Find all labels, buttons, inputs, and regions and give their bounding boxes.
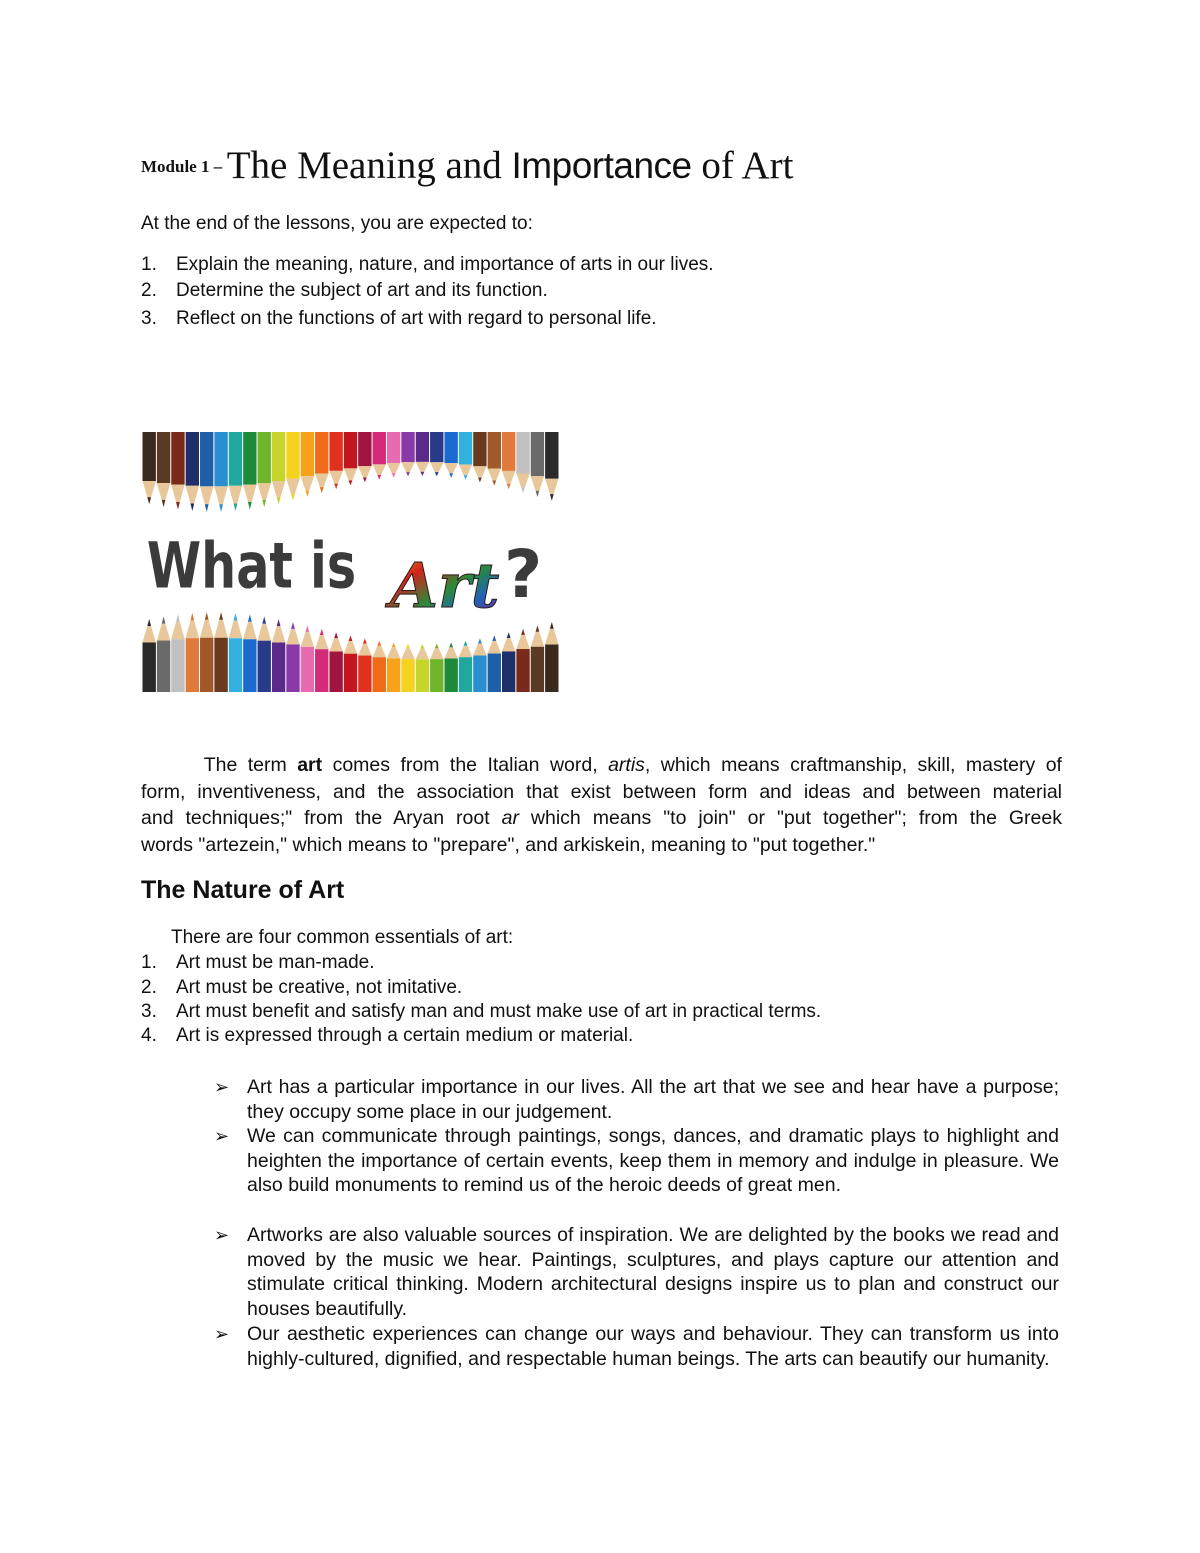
objective-text: Determine the subject of art and its function. [176, 280, 548, 301]
etymology-text: comes from the Italian word, [322, 754, 609, 776]
etymology-text: and techniques;" from the Aryan root [141, 807, 502, 829]
module-title-part2: Importance [511, 145, 692, 186]
module-title [141, 143, 793, 188]
essential-number: 1. [141, 952, 157, 973]
objective-number: 1. [141, 254, 157, 275]
objectives-intro: At the end of the lessons, you are expected to: [141, 213, 533, 234]
image-question-mark: ? [504, 536, 543, 613]
image-word-what-is: What is [146, 530, 357, 604]
etymology-text: The term [203, 754, 298, 776]
module-title-part3: of Art [691, 144, 794, 187]
etymology-line-1 [141, 752, 1062, 779]
etymology-text: which means "to join" or "put together"; from the Greek [518, 807, 1062, 829]
essential-number: 4. [141, 1025, 157, 1046]
arrow-bullet-icon: ➢ [214, 1126, 230, 1146]
etymology-paragraph [141, 752, 1062, 858]
nature-intro: There are four common essentials of art: [171, 927, 514, 948]
image-word-art: Art [390, 549, 500, 622]
importance-bullet: We can communicate through paintings, songs, dances, and dramatic plays to highlight and heighten the importance of certain events, keep them in memory and indulge in pleasure. We also build monuments to remind us of the heroic deeds of great men. [247, 1125, 1059, 1196]
etymology-line-2: form, inventiveness, and the association that exist between form and ideas and between material [141, 780, 1062, 803]
nature-heading: The Nature of Art [141, 876, 345, 904]
essential-number: 2. [141, 977, 157, 998]
term-artis: artis [608, 754, 645, 776]
etymology-line-4: words "artezein," which means to "prepare", and arkiskein, meaning to "put together." [141, 833, 876, 856]
essential-text: Art must be creative, not imitative. [176, 977, 463, 998]
essential-text: Art must benefit and satisfy man and must make use of art in practical terms. [176, 1001, 822, 1022]
objective-text: Reflect on the functions of art with regard to personal life. [176, 308, 657, 329]
what-is-art-image [142, 432, 559, 692]
term-ar: ar [501, 807, 519, 829]
module-prefix: Module 1 – [141, 157, 223, 176]
objective-text: Explain the meaning, nature, and importance of arts in our lives. [176, 254, 714, 275]
essential-text: Art is expressed through a certain medium or material. [176, 1025, 634, 1046]
colored-pencils-illustration [142, 432, 559, 692]
term-art: art [297, 754, 323, 776]
arrow-bullet-icon: ➢ [214, 1324, 230, 1344]
arrow-bullet-icon: ➢ [214, 1077, 230, 1097]
objective-number: 2. [141, 280, 157, 301]
importance-bullet: Artworks are also valuable sources of inspiration. We are delighted by the books we read and moved by the music we hear. Paintings, sculptures, and plays capture our attention and stimulate critical thinking. Modern architectural designs inspire us to plan and construct our houses beautifully. [247, 1224, 1059, 1320]
etymology-text: , which means craftmanship, skill, mastery of [644, 754, 1062, 776]
module-title-part1: The Meaning and [226, 144, 512, 187]
essential-number: 3. [141, 1001, 157, 1022]
essential-text: Art must be man-made. [176, 952, 375, 973]
objective-number: 3. [141, 308, 157, 329]
importance-bullet: Art has a particular importance in our lives. All the art that we see and hear have a purpose; they occupy some place in our judgement. [247, 1076, 1059, 1123]
etymology-line-3 [141, 805, 1062, 832]
importance-bullet: Our aesthetic experiences can change our ways and behaviour. They can transform us into highly-cultured, dignified, and respectable human beings. The arts can beautify our humanity. [247, 1323, 1059, 1370]
arrow-bullet-icon: ➢ [214, 1225, 230, 1245]
